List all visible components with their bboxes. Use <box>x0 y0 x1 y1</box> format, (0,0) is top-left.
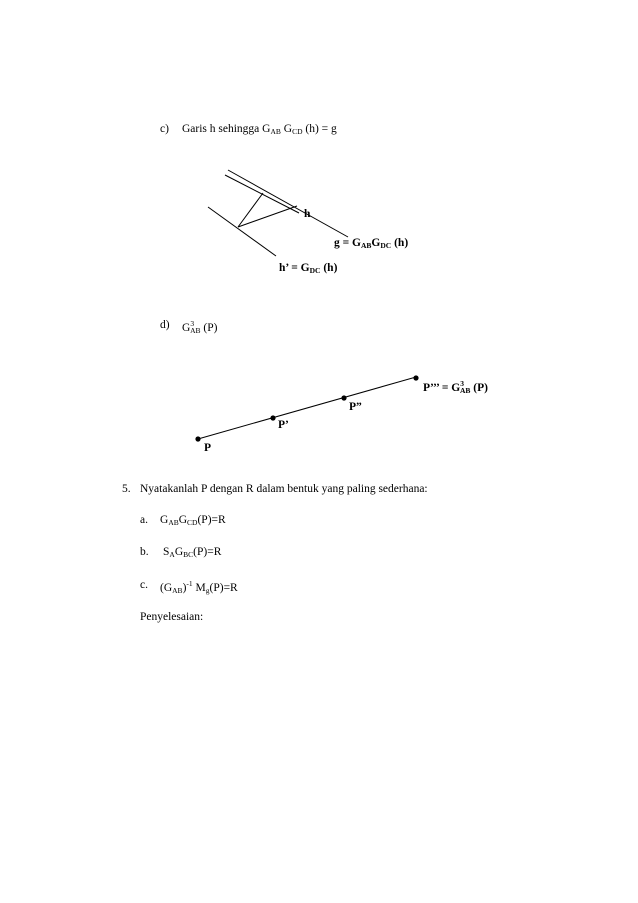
question-5b-text: $S_AG_{BC}(P)=R$ <box>163 546 222 559</box>
figure-d-label-p: P <box>204 442 212 454</box>
question-5b-marker: b. <box>140 546 149 558</box>
figure-d-label-p3: P’’’ = $G^3_{AB}$ (P) <box>423 379 488 395</box>
line-g <box>228 170 348 237</box>
figure-c-label-g: $g = G_{AB}G_{DC}$ (h) <box>334 237 409 250</box>
question-5a-text: $G_{AB}G_{CD}(P)=R$ <box>160 514 226 527</box>
part-d-text: $G^3_{AB}$ (P) <box>182 319 218 335</box>
figure-c-label-h-prime: h’ = $G_{DC}$ (h) <box>279 262 338 275</box>
point-p <box>195 436 200 441</box>
part-c-marker: c) <box>160 123 169 135</box>
question-5-number: 5. <box>122 483 131 495</box>
figure-d-label-p2: P” <box>349 401 362 413</box>
point-p3 <box>413 375 418 380</box>
part-d-marker: d) <box>160 319 170 331</box>
figure-c-label-h: h <box>304 208 311 220</box>
line-h-prime <box>208 207 276 256</box>
triangle-diagonal <box>238 206 297 227</box>
line-d-segment <box>198 377 416 439</box>
question-5c-text: $(G_{AB})^{-1}$ $M_g(P)=R$ <box>160 579 238 595</box>
question-5a-marker: a. <box>140 514 148 526</box>
point-p2 <box>341 395 346 400</box>
figure-d-label-p1: P’ <box>278 419 289 431</box>
triangle-vertical <box>238 193 263 227</box>
question-5c-marker: c. <box>140 579 148 591</box>
solution-label: Penyelesaian: <box>140 611 204 623</box>
point-p1 <box>270 415 275 420</box>
part-c-text: Garis h sehingga $G_{AB}$ $G_{CD}$ (h) = g <box>182 123 337 136</box>
question-5-text: Nyatakanlah P dengan R dalam bentuk yang paling sederhana: <box>140 483 428 495</box>
